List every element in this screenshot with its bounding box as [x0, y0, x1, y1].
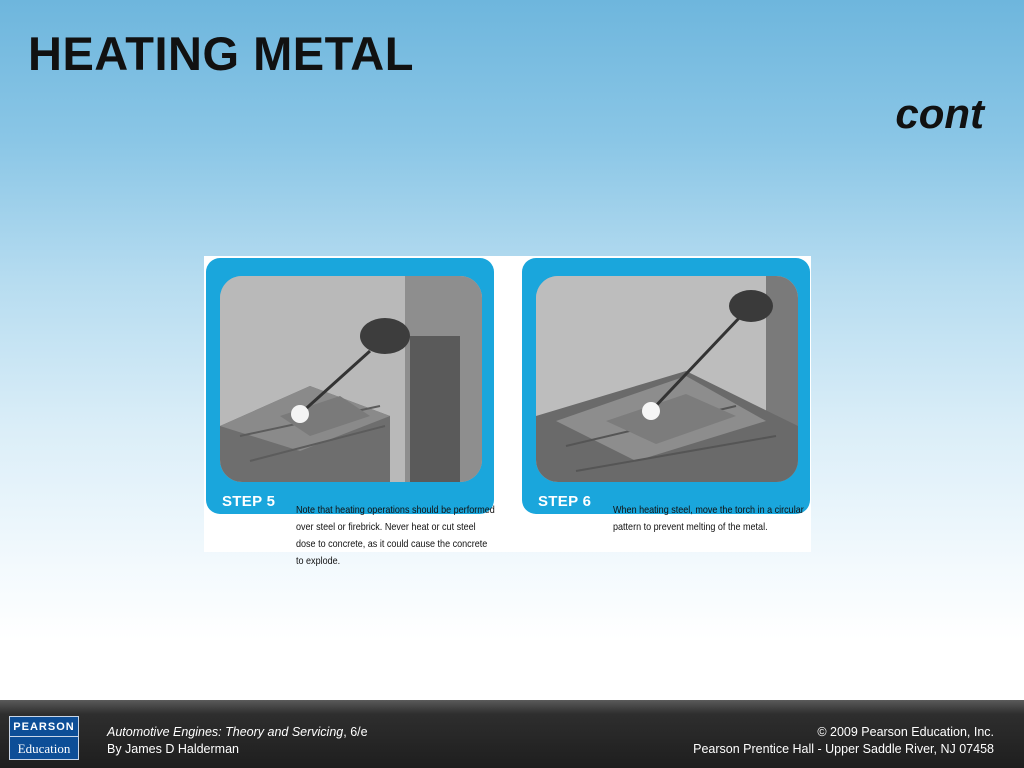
step-5-caption: Note that heating operations should be performed over steel or firebrick. Never heat or cut steel dose to concrete, as it could cause the concrete to explode. [296, 504, 495, 567]
footer-book-info [107, 724, 368, 758]
figure-heating-steps [204, 256, 811, 567]
book-title: Automotive Engines: Theory and Servicing [107, 725, 344, 739]
step-6-caption: When heating steel, move the torch in a circular pattern to prevent melting of the metal. [613, 504, 804, 533]
step-5-photo-illustration [220, 276, 482, 482]
step-6-photo [536, 276, 798, 482]
step-6-card [522, 258, 810, 514]
step-6-photo-illustration [536, 276, 798, 482]
copyright-text: © 2009 Pearson Education, Inc. [817, 725, 994, 739]
step-5-photo [220, 276, 482, 482]
step-5-card [206, 258, 494, 514]
footer-publisher-info [693, 724, 994, 758]
pearson-education-logo [9, 716, 79, 760]
slide-subtitle-cont: cont [895, 90, 984, 137]
slide-title: HEATING METAL [28, 27, 414, 80]
book-author: By James D Halderman [107, 742, 239, 756]
book-edition: , 6/e [343, 725, 368, 739]
step-6-label: STEP 6 [538, 493, 592, 510]
logo-education-text: Education [17, 741, 71, 756]
footer-bar [0, 700, 1024, 768]
step-5-label: STEP 5 [222, 493, 276, 510]
logo-pearson-text: PEARSON [10, 717, 78, 737]
publisher-text: Pearson Prentice Hall - Upper Saddle River, NJ 07458 [693, 742, 994, 756]
